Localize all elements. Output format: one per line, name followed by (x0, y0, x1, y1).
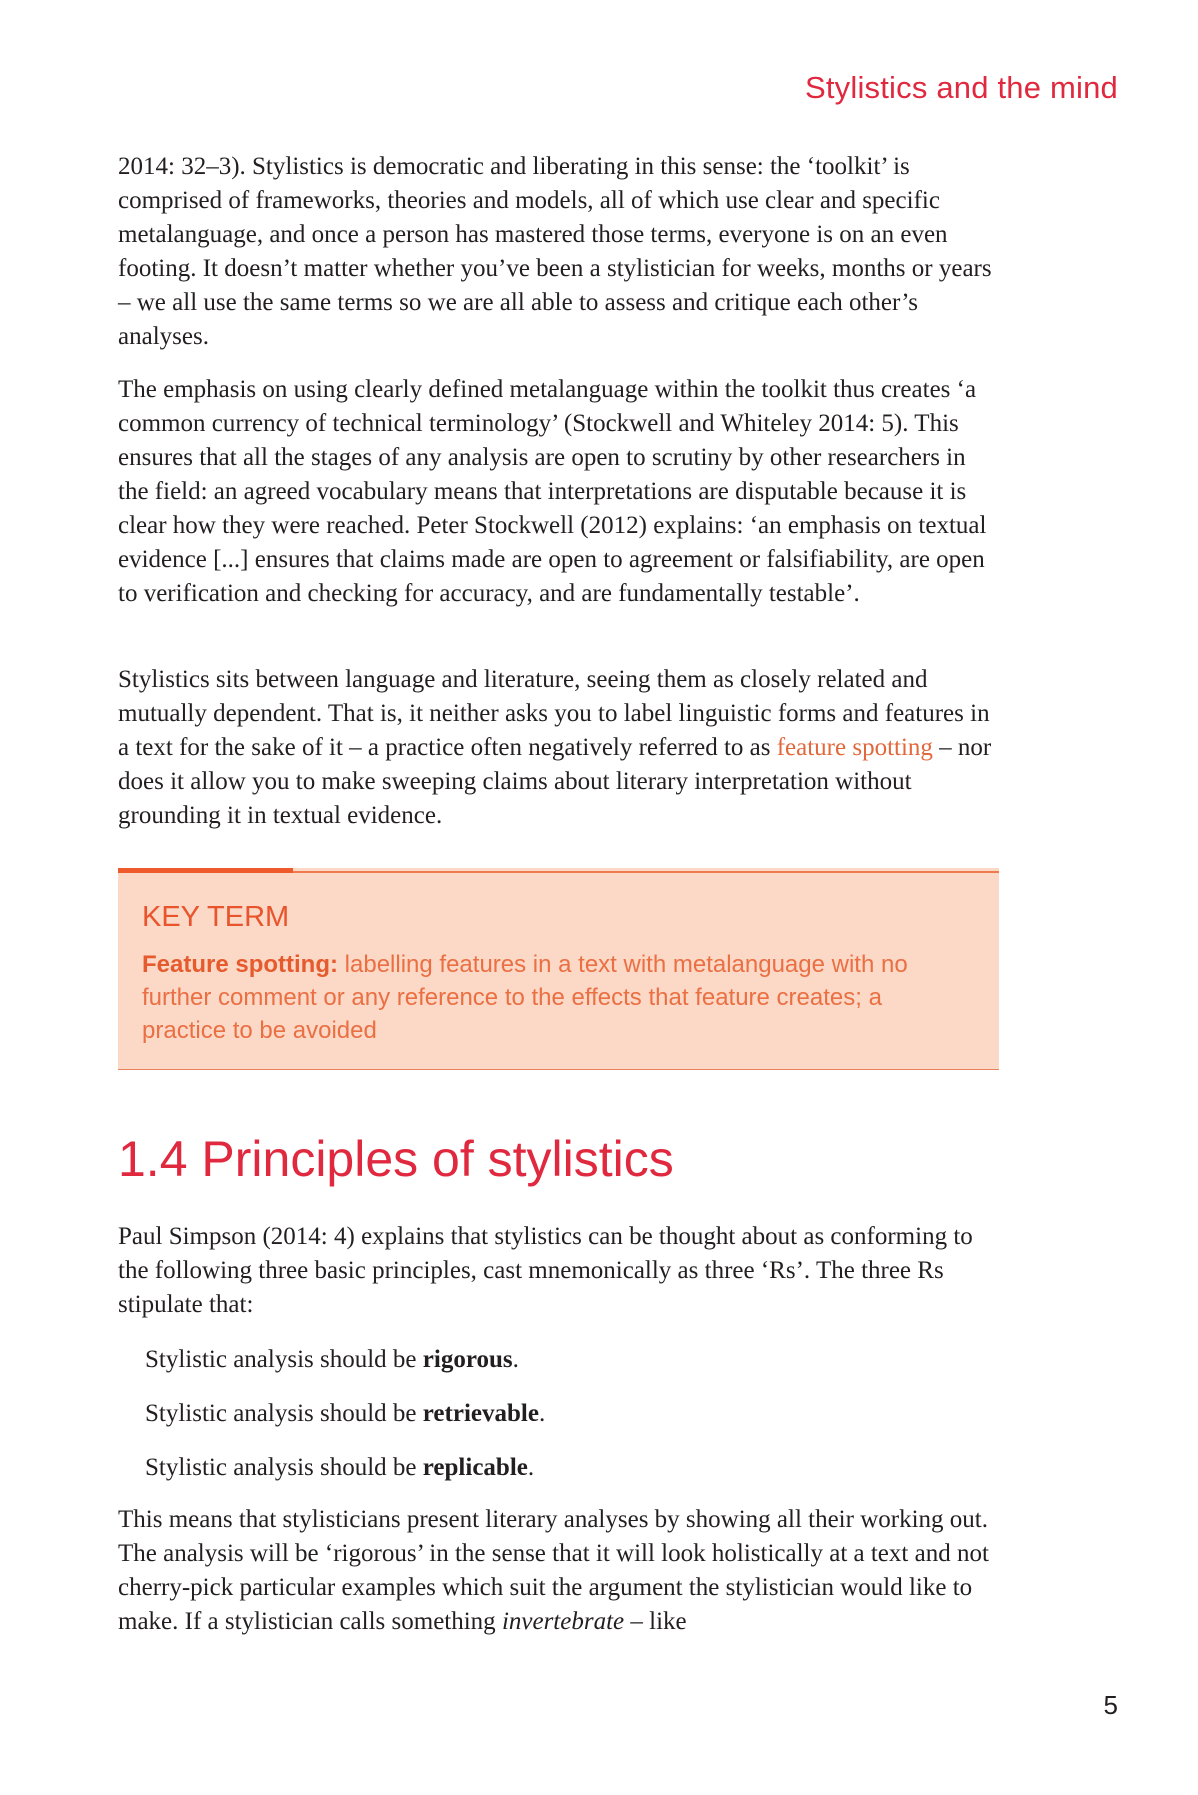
principle-prefix: Stylistic analysis should be (145, 1454, 417, 1481)
paragraph-3-text (118, 663, 998, 833)
paragraph-1 (118, 150, 998, 354)
highlighted-term-feature-spotting: feature spotting (776, 734, 933, 761)
key-term-definition (142, 948, 962, 1047)
principle-rigorous: Stylistic analysis should be rigorous. (145, 1346, 519, 1373)
paragraph-3-after: – nor does it allow you to make sweeping claims about literary interpretation without grounding it in textual evidence. (118, 734, 992, 829)
after-text-start: This means that stylisticians present literary analyses by showing all their working out. The analysis will be ‘rigorous’ in the sense that it will look holistically at a text and not cherry-pick particular examples which suit the argument the stylistician would like to make. If a stylistician calls something (118, 1506, 989, 1635)
key-term-word: Feature spotting: (142, 951, 338, 978)
principle-term: retrievable (422, 1400, 539, 1427)
paragraph-1-text: 2014: 32–3). Stylistics is democratic and liberating in this sense: the ‘toolkit’ is comprised of frameworks, theories and models, all of which use clear and specific metalanguage, and once a person has mastered those terms, everyone is on an even footing. It doesn’t matter whether you’ve been a stylistician for weeks, months or years – we all use the same terms so we are all able to assess and critique each other’s analyses. (118, 153, 992, 350)
section-intro-text: Paul Simpson (2014: 4) explains that stylistics can be thought about as conforming to the following three basic principles, cast mnemonically as three ‘Rs’. The three Rs stipulate that: (118, 1223, 973, 1318)
principle-retrievable: Stylistic analysis should be retrievable. (145, 1400, 546, 1427)
paragraph-3 (118, 663, 998, 833)
principle-term: replicable (422, 1454, 528, 1481)
running-head: Stylistics and the mind (804, 70, 1118, 105)
key-term-definition-text: labelling features in a text with metalanguage with no further comment or any reference to the effects that feature creates; a practice to be avoided (142, 951, 908, 1044)
section-heading: 1.4 Principles of stylistics (118, 1131, 674, 1187)
key-term-accent-bar (118, 868, 293, 873)
paragraph-2-text: The emphasis on using clearly defined metalanguage within the toolkit thus creates ‘a common currency of technical terminology’ (Stockwell and Whiteley 2014: 5). This ensures that all the stages of any analysis are open to scrutiny by other researchers in the field: an agreed vocabulary means that interpretations are disputable because it is clear how they were reached. Peter Stockwell (2012) explains: ‘an emphasis on textual evidence [...] ensures that claims made are open to agreement or falsifiability, are open to verification and checking for accuracy, and are fundamentally testable’. (118, 376, 987, 607)
paragraph-after-principles (118, 1503, 998, 1639)
key-term-title: KEY TERM (142, 901, 290, 933)
paragraph-3-before: Stylistics sits between language and literature, seeing them as closely related and mutually dependent. That is, it neither asks you to label linguistic forms and features in a text for the sake of it – a practice often negatively referred to as (118, 666, 990, 761)
paragraph-2 (118, 373, 998, 611)
principle-prefix: Stylistic analysis should be (145, 1346, 417, 1373)
italic-term-invertebrate: invertebrate (501, 1608, 625, 1635)
after-text-end: – like (630, 1608, 687, 1635)
paragraph-after-principles-text (118, 1503, 998, 1639)
page-number: 5 (1103, 1690, 1118, 1720)
principle-prefix: Stylistic analysis should be (145, 1400, 417, 1427)
key-term-box (118, 868, 999, 1070)
principle-term: rigorous (422, 1346, 513, 1373)
principle-replicable: Stylistic analysis should be replicable. (145, 1454, 535, 1481)
section-intro (118, 1220, 998, 1322)
